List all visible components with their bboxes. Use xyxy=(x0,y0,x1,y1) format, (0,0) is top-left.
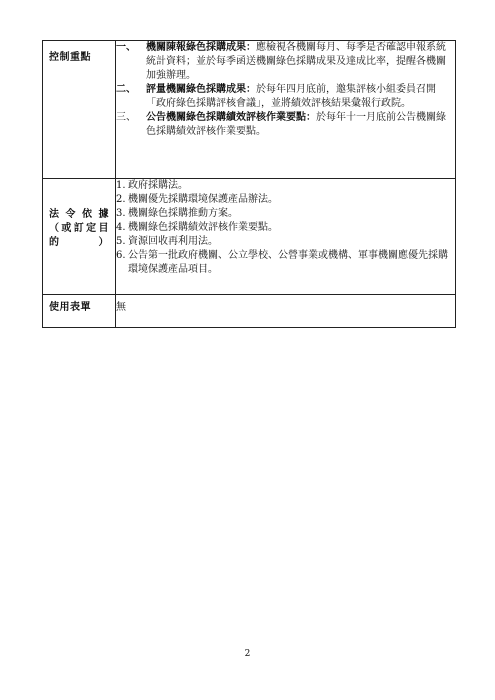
list-item xyxy=(116,249,455,277)
list-text: 公告第一批政府機關、公立學校、公營事業或機構、軍事機關應優先採購環境保護產品項目。 xyxy=(128,250,448,275)
item-text: 於每年四月底前，邀集評核小組委員召開「政府綠色採購評核會議」，並將績效評核結果彙報行政院。 xyxy=(146,84,436,109)
table-row xyxy=(43,179,456,295)
control-item xyxy=(116,111,455,139)
list-number: 4. xyxy=(116,222,126,233)
list-item xyxy=(116,235,455,249)
item-body xyxy=(146,41,455,83)
table-row xyxy=(43,41,456,179)
list-text: 機關綠色採購績效評核作業要點。 xyxy=(128,222,278,233)
list-number: 2. xyxy=(116,194,126,205)
row-label-cell xyxy=(43,179,116,295)
list-text: 資源回收再利用法。 xyxy=(128,236,218,247)
list-item xyxy=(116,207,455,221)
forms-cell xyxy=(116,295,456,328)
table-row xyxy=(43,295,456,328)
list-item xyxy=(116,221,455,235)
item-title: 公告機關綠色採購績效評核作業要點： xyxy=(146,112,316,123)
item-title: 評量機關綠色採購成果： xyxy=(146,84,256,95)
item-marker: 二、 xyxy=(116,84,136,95)
list-text: 政府採購法。 xyxy=(128,180,188,191)
item-text: 應檢視各機關每月、每季是否確認申報系統統計資料；並於每季函送機關綠色採購成果及達成比率，提醒各機關加強辦理。 xyxy=(146,42,446,81)
list-item xyxy=(116,179,455,193)
list-text: 機關優先採購環境保護產品辦法。 xyxy=(128,194,278,205)
item-marker: 三、 xyxy=(116,112,136,123)
legal-basis-cell xyxy=(116,179,456,295)
row-label-cell xyxy=(43,41,116,179)
item-title: 機關陳報綠色採購成果： xyxy=(146,42,256,53)
item-marker: 一、 xyxy=(116,42,136,53)
control-points-cell xyxy=(116,41,456,179)
item-body xyxy=(146,111,455,139)
control-item xyxy=(116,83,455,111)
item-body xyxy=(146,83,455,111)
row-label: 控制重點 xyxy=(49,52,91,63)
control-item xyxy=(116,41,455,83)
list-text: 機關綠色採購推動方案。 xyxy=(128,208,238,219)
list-number: 1. xyxy=(116,180,126,191)
page-number: 2 xyxy=(244,649,251,659)
list-number: 5. xyxy=(116,236,126,247)
list-number: 3. xyxy=(116,208,126,219)
control-table xyxy=(42,40,456,328)
row-label: 法令依據（或訂定目的） xyxy=(49,209,109,248)
forms-value: 無 xyxy=(116,302,126,313)
row-label-cell xyxy=(43,295,116,328)
list-item xyxy=(116,193,455,207)
row-label: 使用表單 xyxy=(49,302,91,313)
list-number: 6. xyxy=(116,250,126,261)
item-text: 於每年十一月底前公告機關綠色採購績效評核作業要點。 xyxy=(146,112,446,137)
